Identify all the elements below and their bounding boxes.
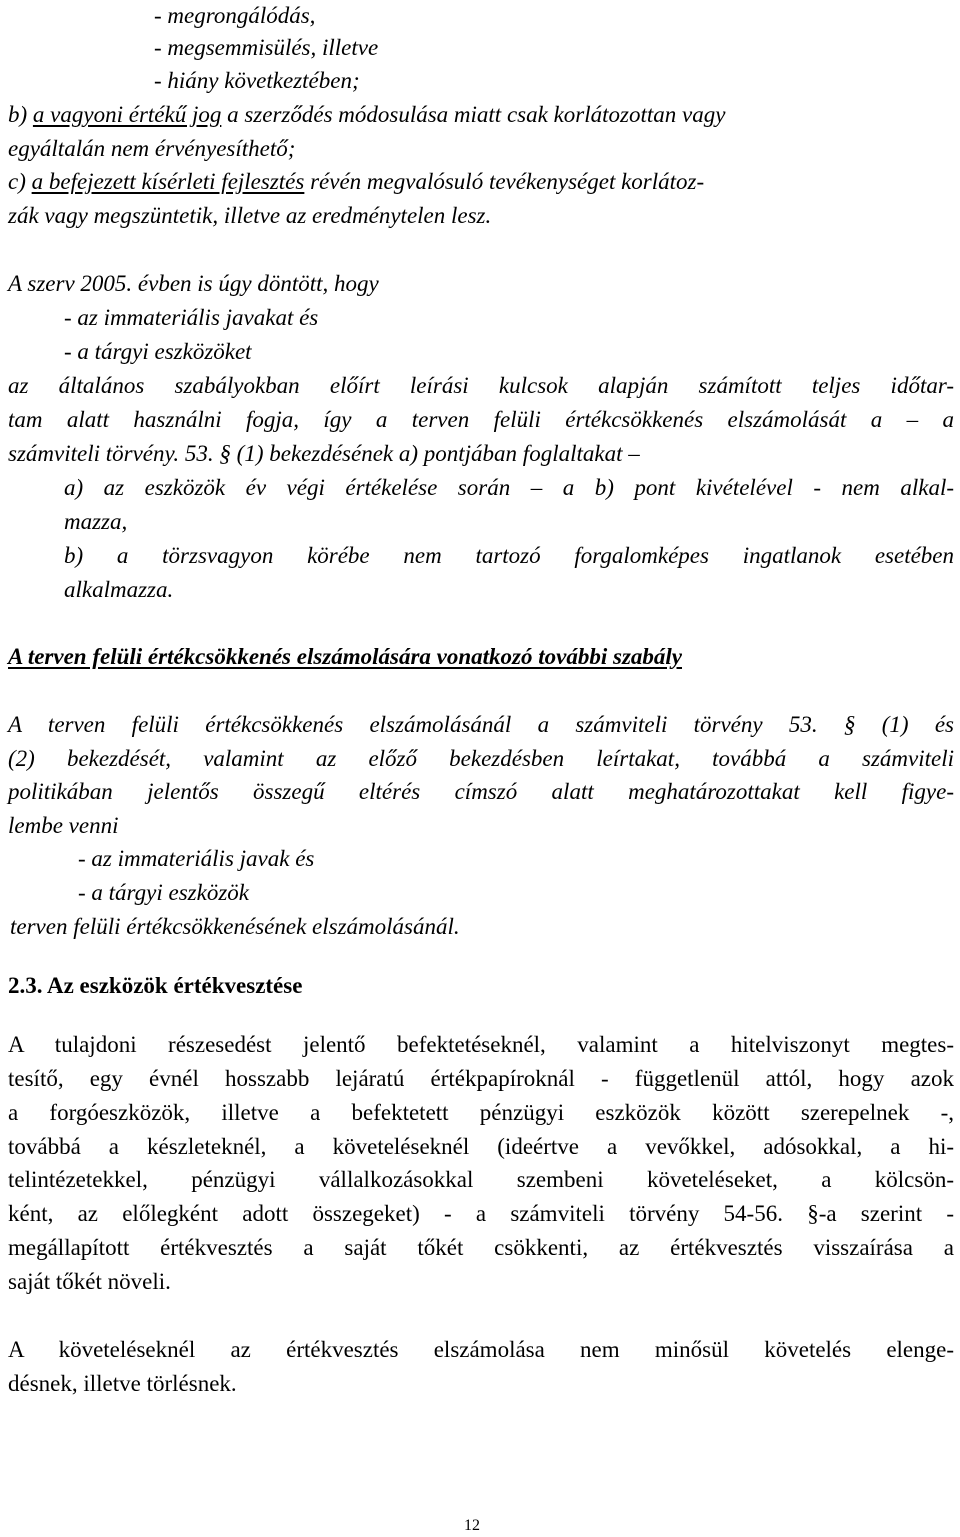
impairment-text-line: A tulajdoni részesedést jelentő befektetéseknél, valamint a hitelviszonyt megtes- (8, 1032, 954, 1057)
receivables-text-line: désnek, illetve törlésnek. (8, 1371, 237, 1396)
item-c-line (8, 166, 952, 198)
impairment-text-line: tesítő, egy évnél hosszabb lejáratú értékpapíroknál - függetlenül attól, hogy azok (8, 1066, 954, 1091)
decision-subitem-a-continuation: mazza, (64, 509, 128, 534)
decision-text-line: tam alatt használni fogja, így a terven felüli értékcsökkenés elszámolását a – a (8, 407, 954, 432)
decision-subitem-b-continuation: alkalmazza. (64, 577, 174, 602)
item-c-underlined: a befejezett kísérleti fejlesztés (31, 169, 305, 194)
decision-text-line: az általános szabályokban előírt leírási kulcsok alapján számított teljes időtar- (8, 373, 954, 398)
decision-item-intangible: - az immateriális javakat és (64, 305, 319, 330)
item-b-line (8, 99, 954, 131)
impairment-text-line: a forgóeszközök, illetve a befektetett pénzügyi eszközök között szerepelnek -, (8, 1100, 954, 1125)
item-b-continuation: egyáltalán nem érvényesíthető; (8, 136, 296, 161)
section-heading: A terven felüli értékcsökkenés elszámolására vonatkozó további szabály (8, 644, 682, 669)
impairment-text-line: továbbá a készleteknél, a követeléseknél (ideértve a vevőkkel, adósokkal, a hi- (8, 1134, 954, 1159)
rule-item-tangible: - a tárgyi eszközök (78, 880, 249, 905)
item-c-continuation: zák vagy megszüntetik, illetve az eredménytelen lesz. (8, 203, 492, 228)
list-item-shortage: - hiány következtében; (154, 68, 360, 93)
section-heading-2-3: 2.3. Az eszközök értékvesztése (8, 973, 303, 998)
page-number: 12 (464, 1517, 480, 1534)
impairment-text-line: ként, az előlegként adott összegeket) - a számviteli törvény 54-56. §-a szerint - (8, 1201, 954, 1226)
receivables-text-line: A követeléseknél az értékvesztés elszámolása nem minősül követelés elenge- (8, 1337, 954, 1362)
decision-item-tangible: - a tárgyi eszközöket (64, 339, 252, 364)
rule-item-intangible: - az immateriális javak és (78, 846, 315, 871)
item-c-rest: révén megvalósuló tevékenységet korlátoz- (304, 169, 705, 194)
item-c-prefix: c) (8, 169, 32, 194)
item-b-underlined: a vagyoni értékű jog (32, 102, 222, 127)
list-item-destruction: - megsemmisülés, illetve (154, 35, 379, 60)
item-b-prefix: b) (8, 102, 33, 127)
decision-subitem-b: b) a törzsvagyon körébe nem tartozó forgalomképes ingatlanok esetében (64, 543, 954, 568)
impairment-text-line: saját tőkét növeli. (8, 1269, 171, 1294)
rule-text-line: A terven felüli értékcsökkenés elszámolásánál a számviteli törvény 53. § (1) és (8, 712, 954, 737)
decision-intro: A szerv 2005. évben is úgy döntött, hogy (8, 271, 379, 296)
rule-text-line: lembe venni (8, 813, 119, 838)
rule-text-line: (2) bekezdését, valamint az előző bekezdésben leírtakat, továbbá a számviteli (8, 746, 954, 771)
list-item-damage: - megrongálódás, (154, 3, 316, 28)
impairment-text-line: telintézetekkel, pénzügyi vállalkozásokkal szembeni követeléseket, a kölcsön- (8, 1167, 954, 1192)
impairment-text-line: megállapított értékvesztés a saját tőkét csökkenti, az értékvesztés visszaírása a (8, 1235, 954, 1260)
rule-text-line: politikában jelentős összegű eltérés címszó alatt meghatározottakat kell figye- (8, 779, 954, 804)
decision-text-line: számviteli törvény. 53. § (1) bekezdésének a) pontjában foglaltakat – (8, 441, 640, 466)
item-b-rest: a szerződés módosulása miatt csak korlátozottan vagy (221, 102, 726, 127)
rule-text-closing: terven felüli értékcsökkenésének elszámolásánál. (10, 914, 460, 939)
decision-subitem-a: a) az eszközök év végi értékelése során – a b) pont kivételével - nem alkal- (64, 475, 954, 500)
